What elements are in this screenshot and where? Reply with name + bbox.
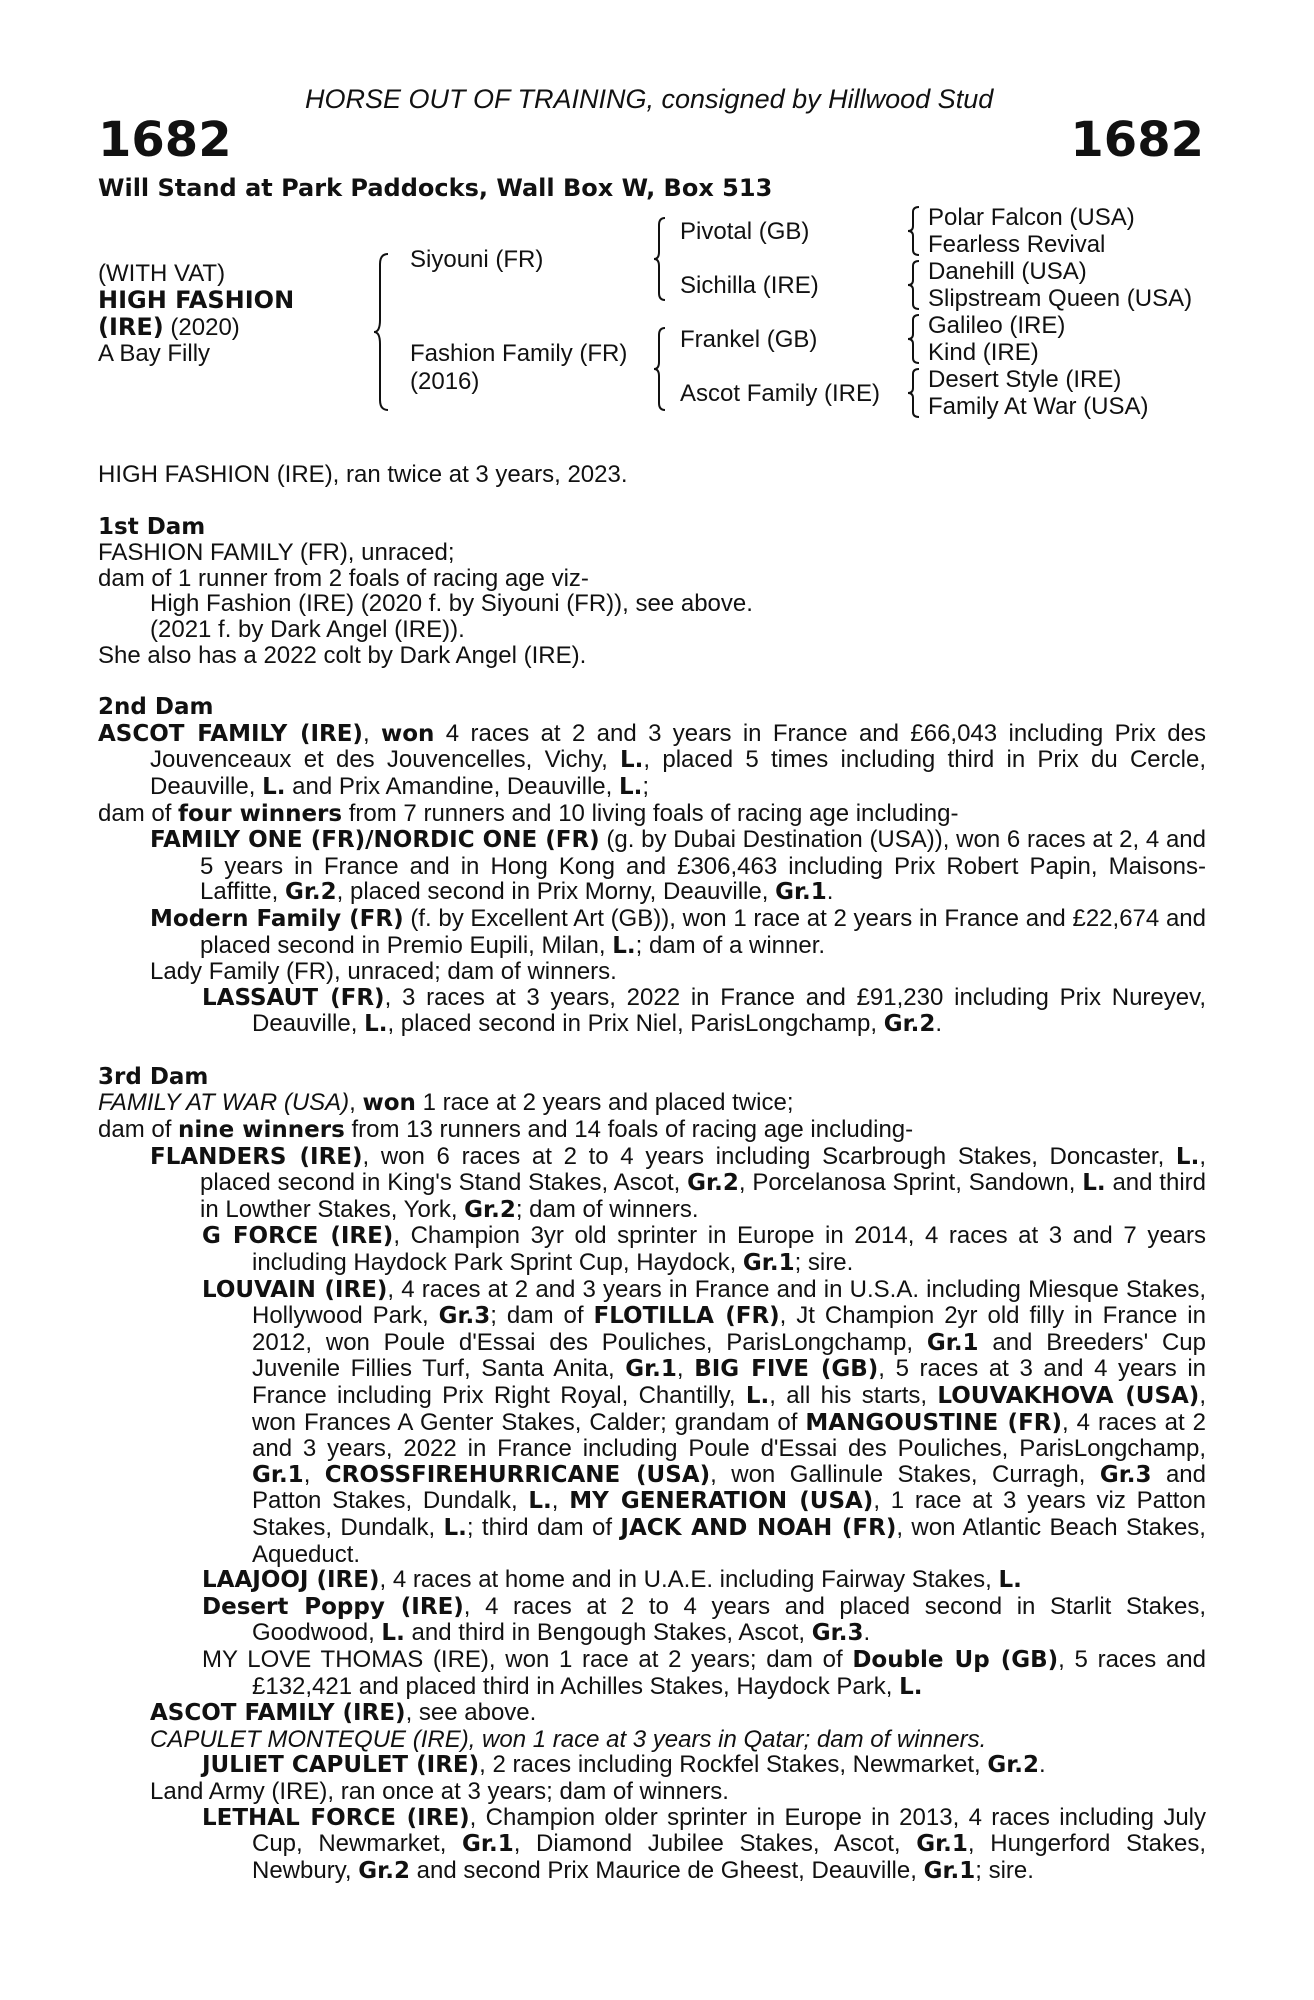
text: , 2 races including Rockfel Stakes, Newmarket, [479,1751,988,1779]
text: (f. by Excellent Art (GB)), won 1 race at 2 years in France and £22,674 and placed second in Premio Eupili, Milan, [200,904,1206,959]
third-dam-entry [98,1090,1206,1117]
horse-name-bold: Modern Family (FR) [150,905,404,932]
race-grade: Gr.2 [883,1011,936,1038]
race-grade: L. [1082,1170,1106,1197]
text: , 4 races at 2 and 3 years in France and in U.S.A. including Miesque Stakes, Hollywood Park, [252,1275,1206,1330]
text: and Prix Amandine, Deauville, [285,772,619,800]
race-grade: L. [262,773,286,800]
race-grade: Gr.1 [775,879,827,906]
first-dam-line: High Fashion (IRE) (2020 f. by Siyouni (FR)), see above. [150,590,753,618]
text: and third in Bengough Stakes, Ascot, [404,1619,812,1647]
text: , placed 5 times including third in Prix du Cercle, Deauville, [150,746,1206,800]
horse-name-bold: LAAJOOJ (IRE) [202,1567,380,1594]
pedigree-brace-g4 [906,367,922,419]
lot-number-left: 1682 [98,112,232,168]
horse-name-bold: CROSSFIREHURRICANE (USA) [324,1461,711,1488]
text: , 4 races at 2 and 3 years, 2022 in France including Poule d'Essai des Pouliches, ParisLongchamp, [252,1408,1206,1463]
progeny-entry [98,1700,1206,1727]
text: , placed second in King's Stand Stakes, Ascot, [200,1142,1206,1197]
text: ; dam of a winner. [635,931,826,959]
horse-name-bold: FLANDERS (IRE) [150,1143,363,1170]
horse-name-bold: Desert Poppy (IRE) [202,1593,464,1620]
horse-name-bold: MANGOUSTINE (FR) [805,1409,1062,1436]
first-dam-line: She also has a 2022 colt by Dark Angel (IRE). [98,641,587,669]
race-grade: Gr.3 [438,1303,491,1330]
race-grade: Gr.2 [284,879,337,906]
horse-name-bold: MY GENERATION (USA) [569,1488,874,1515]
horse-name-bold: G FORCE (IRE) [202,1223,394,1250]
progeny-entry [98,1567,1206,1594]
text-bold: four winners [178,800,343,827]
race-grade: Gr.2 [987,1752,1040,1779]
pedigree-gg7: Desert Style (IRE) [928,366,1122,393]
text: , 4 races at home and in U.A.E. including Fairway Stakes, [379,1566,999,1594]
race-grade: Gr.1 [742,1250,795,1277]
first-dam-line: dam of 1 runner from 2 foals of racing age viz- [98,564,589,592]
first-dam-heading: 1st Dam [98,513,206,540]
catalogue-body [98,462,1206,1884]
pedigree-brace-g3 [906,313,922,365]
text: , Champion 3yr old sprinter in Europe in 2014, 4 races at 3 and 7 years including Haydock Park Sprint Cup, Haydock, [252,1222,1207,1277]
text: , [551,1487,570,1515]
text: ; dam of winners. [515,1195,699,1223]
text: ; [642,772,650,800]
race-grade: Gr.3 [1099,1461,1152,1488]
progeny-entry [98,827,1206,906]
first-dam-line: (2021 f. by Dark Angel (IRE)). [150,615,465,643]
race-grade: L. [620,747,644,774]
race-grade: Gr.1 [916,1831,968,1858]
text: , Hungerford Stakes, Newbury, [252,1830,1207,1884]
stand-location: Will Stand at Park Paddocks, Wall Box W, Box 513 [98,174,773,202]
progeny-entry: Lady Family (FR), unraced; dam of winners. [150,958,617,986]
race-grade: Gr.2 [687,1170,739,1197]
text: ; dam of [490,1302,594,1330]
text: (g. by Dubai Destination (USA)), won 6 races at 2, 4 and 5 years in France and in Hong Kong and £306,463 including Prix Robert Papin, Maisons-Laffitte, [200,826,1206,906]
second-dam-entry [98,721,1206,801]
pedigree-brace-dam [652,326,668,412]
text: , Jt Champion 2yr old filly in France in 2012, won Poule d'Essai des Pouliches, ParisLongchamp, [252,1302,1206,1356]
text: ; sire. [794,1249,854,1277]
horse-name: HIGH FASHION [98,286,295,314]
progeny-entry [98,1752,1206,1779]
progeny-entry [98,1805,1206,1885]
pedigree-gg3: Danehill (USA) [928,258,1087,285]
pedigree-gg6: Kind (IRE) [928,339,1039,366]
text: , won Gallinule Stakes, Curragh, [710,1460,1100,1488]
text: ; third dam of [466,1513,621,1541]
horse-name-bold: FAMILY ONE (FR)/NORDIC ONE (FR) [150,827,600,854]
consignor-line: HORSE OUT OF TRAINING, consigned by Hillwood Stud [305,84,994,114]
horse-name-italic: CAPULET MONTEQUE (IRE) [150,1725,469,1753]
horse-name-bold: BIG FIVE (GB) [694,1356,879,1383]
progeny-entry [98,1594,1206,1647]
race-grade: L. [745,1383,770,1409]
race-grade: Gr.1 [462,1831,514,1858]
text: and second Prix Maurice de Gheest, Deauville, [409,1856,924,1884]
pedigree-dam-sire: Frankel (GB) [680,326,818,353]
text: , placed second in Prix Morny, Deauville, [336,878,776,906]
text: , won 6 races at 2 to 4 years including Scarbrough Stakes, Doncaster, [362,1142,1176,1170]
race-grade: L. [364,1011,388,1038]
pedigree-dam-name: Fashion Family (FR) [410,340,628,367]
race-grade: Gr.1 [926,1329,979,1356]
third-dam-heading: 3rd Dam [98,1063,209,1090]
race-grade: L. [998,1567,1022,1594]
pedigree-sire: Siyouni (FR) [410,246,544,273]
pedigree-gg5: Galileo (IRE) [928,312,1066,339]
second-dam-heading: 2nd Dam [98,694,214,721]
pedigree-gg2: Fearless Revival [928,231,1106,258]
race-grade: L. [1175,1143,1200,1170]
text: , Diamond Jubilee Stakes, Ascot, [513,1830,917,1858]
race-grade: L. [618,773,643,800]
horse-name-bold: LETHAL FORCE (IRE) [202,1804,470,1831]
horse-year: (2020) [163,314,240,341]
text: from 13 runners and 14 foals of racing age including- [344,1116,914,1144]
progeny-entry [98,1727,1206,1753]
horse-name-bold: JACK AND NOAH (FR) [620,1514,897,1541]
pedigree-dam-year: (2016) [410,368,480,395]
horse-name-line2 [98,313,240,342]
horse-name-bold: JULIET CAPULET (IRE) [202,1752,480,1779]
text: MY LOVE THOMAS (IRE), won 1 race at 2 years; dam of [202,1645,853,1673]
pedigree-gg8: Family At War (USA) [928,393,1149,420]
race-grade: L. [381,1620,405,1647]
vat-label: (WITH VAT) [98,260,226,287]
progeny-entry [98,1223,1206,1276]
race-grade: L. [612,932,636,959]
text: and Breeders' Cup Juvenile Fillies Turf, Santa Anita, [252,1328,1206,1383]
text: from 7 runners and 10 living foals of racing age including- [342,799,959,827]
race-grade: L. [899,1673,923,1700]
text: . [935,1010,943,1038]
horse-name-bold: LASSAUT (FR) [202,984,385,1011]
horse-name-bold: ASCOT FAMILY (IRE) [98,720,363,747]
progeny-entry [98,985,1206,1038]
text: , 5 races at 3 and 4 years in France including Prix Right Royal, Chantilly, [252,1355,1207,1409]
text: ; sire. [975,1856,1034,1884]
text: , placed second in Prix Niel, ParisLongchamp, [387,1010,884,1038]
horse-name-bold: LOUVAKHOVA (USA) [937,1383,1200,1409]
text: , 5 races and £132,421 and placed third in Achilles Stakes, Haydock Park, [252,1645,1206,1700]
second-dam-produce [98,801,1206,828]
progeny-entry [98,1277,1206,1568]
pedigree-gg4: Slipstream Queen (USA) [928,285,1193,312]
lot-number-right: 1682 [1070,112,1204,168]
text: , [676,1355,695,1383]
text: , see above. [405,1699,537,1727]
text: 1 race at 2 years and placed twice; [415,1089,794,1117]
pedigree-sire-sire: Pivotal (GB) [680,218,810,245]
horse-name-bold: Double Up (GB) [852,1646,1059,1673]
text-bold: won [362,1090,416,1117]
pedigree-brace-sire [652,216,668,302]
text: 4 races at 2 and 3 years in France and £66,043 including Prix des Jouvenceaux et des Jouvencelles, Vichy, [150,719,1206,774]
text: , won Frances A Genter Stakes, Calder; grandam of [252,1382,1206,1436]
progeny-entry: Land Army (IRE), ran once at 3 years; dam of winners. [150,1777,729,1805]
text: . [863,1619,871,1647]
text: , Porcelanosa Sprint, Sandown, [738,1169,1083,1197]
race-grade: Gr.1 [625,1356,677,1383]
text-bold: won [381,720,435,747]
horse-description: A Bay Filly [98,340,211,367]
race-grade: L. [528,1488,552,1515]
race-grade: L. [443,1514,467,1541]
text: , 1 race at 3 years viz Patton Stakes, Dundalk, [252,1487,1207,1541]
progeny-entry [98,906,1206,959]
text: and third in Lowther Stakes, York, [200,1169,1206,1223]
pedigree-brace-main [372,252,392,412]
first-dam-line: FASHION FAMILY (FR), unraced; [98,539,455,567]
text: . [1039,1751,1046,1779]
race-grade: Gr.2 [464,1196,516,1223]
race-grade: Gr.1 [252,1461,304,1488]
text: , all his starts, [769,1382,938,1409]
horse-name-italic: FAMILY AT WAR (USA) [98,1089,350,1117]
race-record: HIGH FASHION (IRE), ran twice at 3 years, 2023. [98,461,628,488]
text: , won 1 race at 3 years in Qatar; dam of winners. [468,1725,987,1753]
progeny-entry [98,1144,1206,1224]
third-dam-produce [98,1117,1206,1144]
race-grade: Gr.3 [811,1620,864,1647]
horse-name-bold: LOUVAIN (IRE) [202,1276,388,1303]
text: , 4 races at 2 to 4 years and placed second in Starlit Stakes, Goodwood, [252,1592,1206,1647]
text: and Patton Stakes, Dundalk, [252,1460,1206,1515]
text: , [349,1089,363,1117]
text: , [303,1460,325,1488]
text: dam of [98,1116,179,1144]
horse-name-bold: ASCOT FAMILY (IRE) [150,1700,406,1727]
text: , [362,719,381,747]
text: , won Atlantic Beach Stakes, Aqueduct. [252,1513,1206,1568]
progeny-entry [98,1647,1206,1700]
text-bold: nine winners [178,1117,345,1144]
pedigree-sire-dam: Sichilla (IRE) [680,272,819,299]
text: , 3 races at 3 years, 2022 in France and £91,230 including Prix Nureyev, Deauville, [252,983,1206,1038]
pedigree-dam-dam: Ascot Family (IRE) [680,380,881,407]
horse-name-bold: FLOTILLA (FR) [593,1303,780,1330]
pedigree-brace-g1 [906,205,922,257]
race-grade: Gr.2 [358,1857,410,1884]
pedigree-brace-g2 [906,259,922,311]
text: , Champion older sprinter in Europe in 2013, 4 races including July Cup, Newmarket, [252,1803,1207,1858]
horse-country: (IRE) [98,313,164,341]
pedigree-gg1: Polar Falcon (USA) [928,204,1135,231]
text: dam of [98,799,179,827]
race-grade: Gr.1 [923,1857,976,1884]
text: . [826,878,834,906]
